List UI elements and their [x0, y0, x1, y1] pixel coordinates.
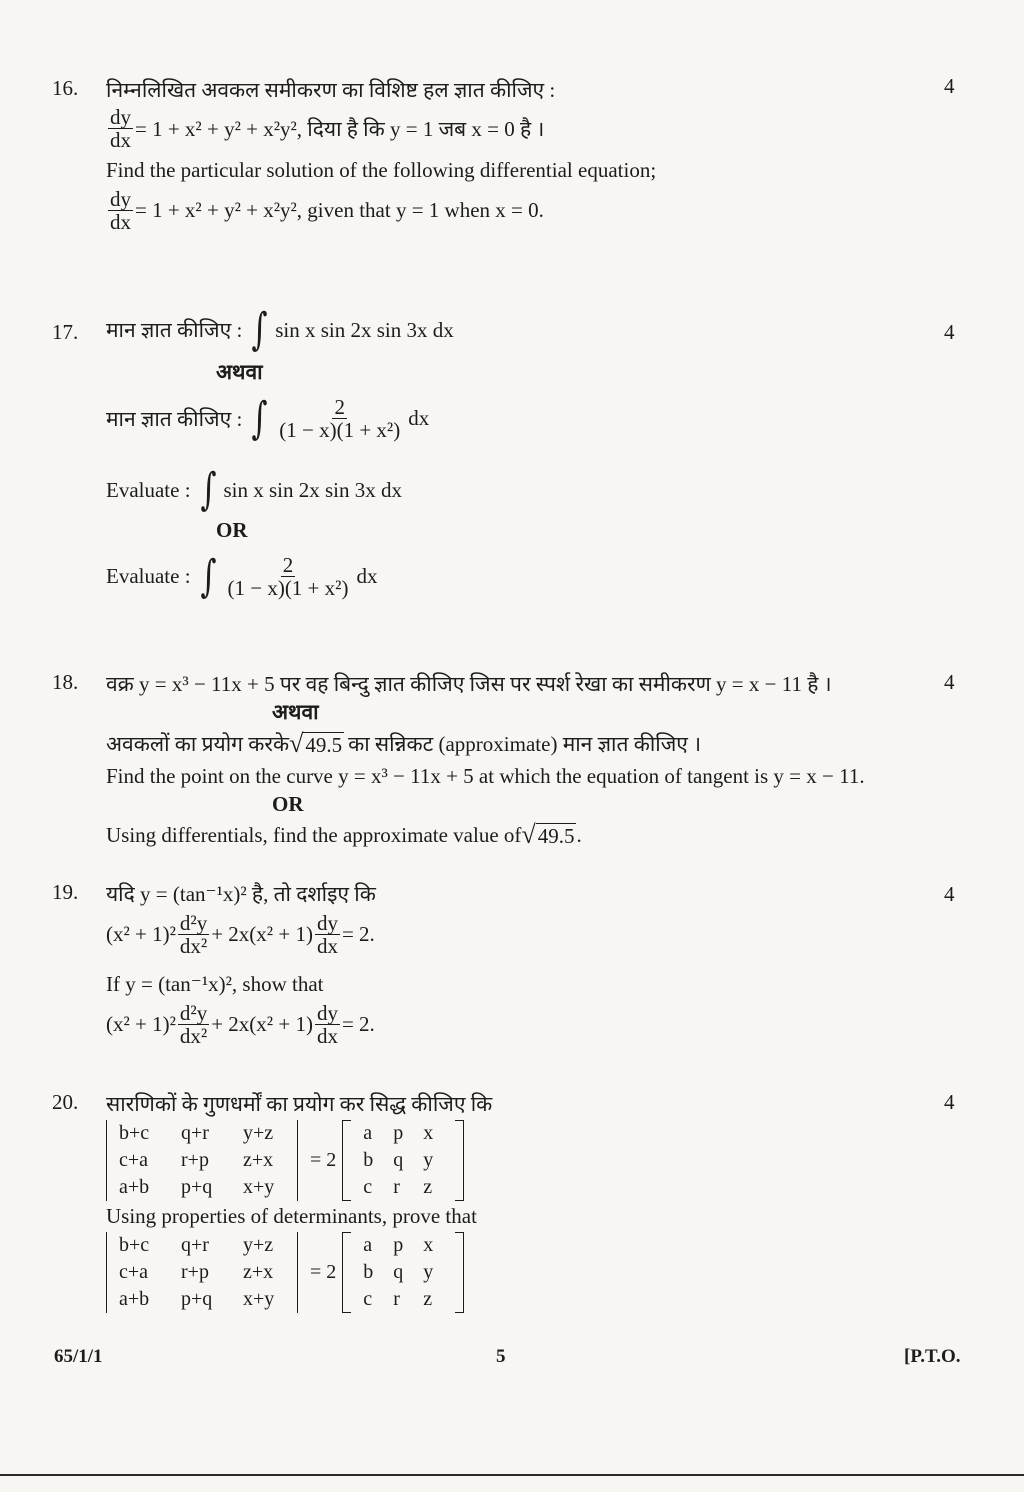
question-number: 18. [52, 670, 79, 694]
lhs: (x² + 1)² [106, 1012, 176, 1037]
hindi-equation [106, 106, 544, 151]
hindi-statement [106, 76, 555, 104]
pto-label: [P.T.O. [904, 1346, 961, 1367]
mat-cell: x [423, 1234, 434, 1256]
det-cell: x+y [243, 1176, 275, 1198]
hindi-prefix: मान ज्ञात कीजिए : [106, 318, 243, 342]
integrand-fraction [277, 396, 402, 441]
det-cell: q+r [181, 1122, 209, 1144]
mat-cell: y [423, 1149, 434, 1171]
english-approx [106, 822, 582, 848]
hindi-integral-2 [106, 392, 430, 444]
mat-cell: q [393, 1149, 404, 1171]
denominator: dx [316, 934, 338, 959]
denominator: dx [110, 210, 131, 235]
hindi-text: का सन्निकट (approximate) मान ज्ञात कीजिए । [348, 732, 702, 756]
equation-text: = 1 + x² + y² + x²y², given that y = 1 when x = 0. [135, 198, 544, 223]
det-cell: c+a [119, 1149, 149, 1171]
english-text: If y = (tan⁻¹x)², show that [106, 972, 324, 996]
page-number: 5 [496, 1346, 506, 1367]
hindi-approx [106, 730, 701, 758]
denominator: dx [316, 1024, 338, 1049]
integrand: sin x sin 2x sin 3x dx [223, 477, 403, 502]
equals-two: = 2 [310, 1261, 337, 1283]
integrand: sin x sin 2x sin 3x dx [275, 317, 454, 342]
english-prefix: Evaluate : [106, 564, 191, 589]
question-number: 16. [52, 76, 79, 100]
numerator: dy [110, 105, 131, 129]
first-derivative [315, 1002, 340, 1047]
mat-cell: r [393, 1176, 400, 1198]
det-cell: a+b [119, 1288, 150, 1310]
denominator: (1 − x)(1 + x²) [227, 576, 349, 601]
hindi-text: निम्नलिखित अवकल समीकरण का विशिष्ट हल ज्ञात कीजिए : [106, 78, 556, 102]
marks: 4 [944, 1090, 955, 1114]
english-integral-1 [106, 464, 403, 515]
radicand: 49.5 [305, 732, 343, 757]
dx: dx [408, 406, 430, 431]
period: . [576, 822, 582, 847]
mat-cell: p [393, 1234, 404, 1256]
mat-cell: z [423, 1176, 433, 1198]
english-statement [106, 972, 323, 997]
mat-cell: a [363, 1234, 373, 1256]
marks: 4 [944, 74, 955, 98]
dx: dx [356, 564, 378, 589]
numerator: d²y [179, 911, 208, 935]
mat-cell: c [363, 1288, 373, 1310]
english-integral-2 [106, 550, 378, 602]
lhs: (x² + 1)² [106, 922, 176, 947]
radical-sign: √ [289, 729, 304, 758]
det-cell: b+c [119, 1234, 150, 1256]
right-bracket [455, 1232, 464, 1313]
english-text: Using differentials, find the approximate value of [106, 822, 522, 847]
question-number: 19. [52, 880, 79, 904]
det-cell: z+x [243, 1149, 274, 1171]
hindi-or: अथवा [272, 700, 319, 724]
english-text: Using properties of determinants, prove that [106, 1204, 477, 1228]
english-text: Find the particular solution of the following differential equation; [106, 158, 657, 182]
numerator: dy [110, 187, 131, 211]
matrix [351, 1120, 455, 1201]
mat-cell: a [363, 1122, 373, 1144]
hindi-text: अवकलों का प्रयोग करके [106, 732, 290, 756]
numerator: dy [316, 911, 338, 935]
question-number: 17. [52, 320, 79, 344]
marks: 4 [944, 882, 955, 906]
dy-dx-fraction [108, 188, 133, 233]
marks: 4 [944, 670, 955, 694]
hindi-equation [106, 912, 375, 957]
english-statement [106, 158, 656, 183]
second-derivative [178, 912, 209, 957]
det-cell: x+y [243, 1288, 275, 1310]
determinant [106, 1120, 298, 1201]
numerator: 2 [282, 553, 294, 577]
det-cell: y+z [243, 1122, 274, 1144]
square-root [289, 731, 344, 757]
det-cell: p+q [181, 1288, 213, 1310]
first-derivative [315, 912, 340, 957]
det-cell: y+z [243, 1234, 274, 1256]
integral-sign: ∫ [199, 550, 217, 602]
second-derivative [178, 1002, 209, 1047]
left-bracket [342, 1120, 351, 1201]
equals-two: = 2 [310, 1149, 337, 1171]
integral-sign: ∫ [251, 304, 268, 355]
mat-cell: r [393, 1288, 400, 1310]
hindi-statement [106, 880, 376, 908]
left-bracket [342, 1232, 351, 1313]
integral-sign: ∫ [251, 392, 268, 444]
determinant-equation-hindi [106, 1120, 464, 1201]
english-text: Find the point on the curve y = x³ − 11x + 5 at which the equation of tangent is y = x − 11. [106, 764, 865, 788]
det-cell: z+x [243, 1261, 274, 1283]
marks: 4 [944, 320, 955, 344]
right-bracket [455, 1120, 464, 1201]
english-or: OR [272, 792, 304, 816]
det-cell: r+p [181, 1149, 209, 1171]
hindi-prefix: मान ज्ञात कीजिए : [106, 406, 243, 431]
denominator: dx² [179, 934, 208, 959]
determinant-equation-english [106, 1232, 464, 1313]
rhs: = 2. [341, 922, 375, 947]
square-root [521, 822, 576, 848]
denominator: dx² [179, 1024, 208, 1049]
mat-cell: q [393, 1261, 404, 1283]
english-equation [106, 1002, 375, 1047]
det-cell: c+a [119, 1261, 149, 1283]
radicand: 49.5 [537, 823, 575, 848]
denominator: dx [110, 128, 131, 153]
dy-dx-fraction [108, 106, 133, 151]
rhs: = 2. [341, 1012, 375, 1037]
bottom-rule [0, 1474, 1024, 1476]
paper-code: 65/1/1 [54, 1346, 103, 1367]
mat-cell: y [423, 1261, 434, 1283]
equation-text: = 1 + x² + y² + x²y², दिया है कि y = 1 जब x = 0 है । [135, 116, 545, 141]
integrand-fraction [225, 554, 350, 599]
mat-cell: b [363, 1261, 374, 1283]
det-cell: a+b [119, 1176, 150, 1198]
english-or: OR [216, 518, 248, 542]
english-statement [106, 764, 865, 789]
english-equation [106, 188, 544, 233]
mat-cell: c [363, 1176, 373, 1198]
hindi-text: सारणिकों के गुणधर्मों का प्रयोग कर सिद्ध कीजिए कि [106, 1092, 493, 1116]
determinant [106, 1232, 298, 1313]
radical-sign: √ [521, 820, 536, 849]
numerator: d²y [179, 1001, 208, 1025]
question-number: 20. [52, 1090, 79, 1114]
mat-cell: p [393, 1122, 404, 1144]
det-cell: q+r [181, 1234, 209, 1256]
hindi-text: यदि y = (tan⁻¹x)² है, तो दर्शाइए कि [106, 882, 376, 906]
numerator: 2 [334, 395, 345, 419]
middle-term: + 2x(x² + 1) [211, 922, 313, 947]
integral-sign: ∫ [199, 464, 217, 515]
hindi-or: अथवा [216, 360, 263, 384]
matrix [351, 1232, 455, 1313]
hindi-statement [106, 670, 832, 698]
mat-cell: b [363, 1149, 374, 1171]
det-cell: r+p [181, 1261, 209, 1283]
hindi-text: वक्र y = x³ − 11x + 5 पर वह बिन्दु ज्ञात कीजिए जिस पर स्पर्श रेखा का समीकरण y = x − 11 है । [106, 672, 832, 696]
hindi-statement [106, 1090, 492, 1118]
english-statement [106, 1204, 477, 1229]
numerator: dy [316, 1001, 338, 1025]
det-cell: p+q [181, 1176, 213, 1198]
mat-cell: x [423, 1122, 434, 1144]
det-cell: b+c [119, 1122, 150, 1144]
mat-cell: z [423, 1288, 433, 1310]
middle-term: + 2x(x² + 1) [211, 1012, 313, 1037]
denominator: (1 − x)(1 + x²) [279, 418, 401, 443]
english-prefix: Evaluate : [106, 477, 191, 502]
hindi-integral-1 [106, 304, 454, 355]
